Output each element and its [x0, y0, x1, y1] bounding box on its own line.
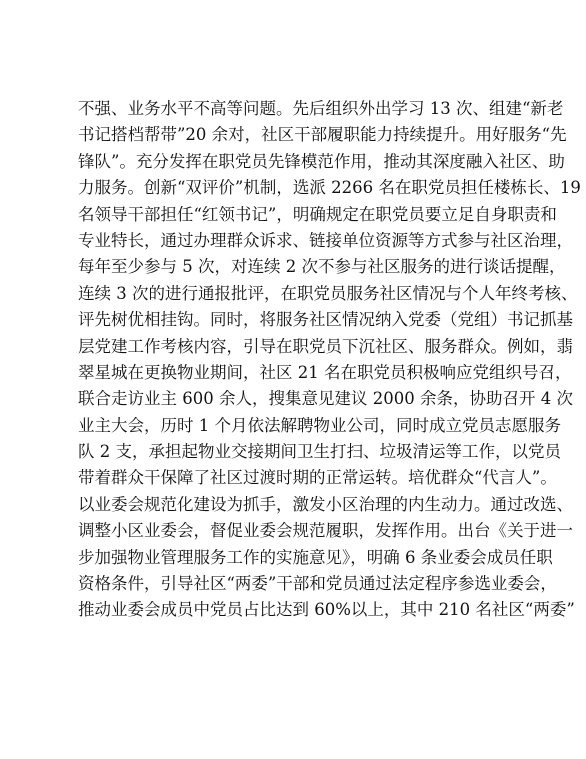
- text-line: 资格条件，引导社区“两委”干部和党员通过法定程序参选业委会，: [78, 574, 557, 594]
- text-line: 翠星城在更换物业期间，社区 21 名在职党员积极响应党组织号召，: [78, 362, 572, 382]
- text-line: 锋队”。充分发挥在职党员先锋模范作用，推动其深度融入社区、助: [78, 151, 565, 171]
- text-line: 步加强物业管理服务工作的实施意见》，明确 6 条业委会成员任职: [78, 547, 553, 567]
- text-line: 带着群众干保障了社区过渡时期的正常运转。培优群众“代言人”。: [78, 468, 557, 488]
- text-line: 力服务。创新“双评价”机制，选派 2266 名在职党员担任楼栋长、19: [78, 178, 581, 198]
- text-line: 连续 3 次的进行通报批评，在职党员服务社区情况与个人年终考核、: [78, 283, 578, 303]
- text-line: 不强、业务水平不高等问题。先后组织外出学习 13 次、组建“新老: [78, 99, 564, 118]
- text-line: 评先树优相挂钩。同时，将服务社区情况纳入党委（党组）书记抓基: [78, 310, 573, 330]
- text-line: 以业委会规范化建设为抓手，激发小区治理的内生动力。通过改选、: [78, 494, 573, 514]
- text-line: 专业特长，通过办理群众诉求、链接单位资源等方式参与社区治理，: [78, 230, 573, 250]
- text-line: 队 2 支，承担起物业交接期间卫生打扫、垃圾清运等工作，以党员: [78, 442, 561, 462]
- text-line: 层党建工作考核内容，引导在职党员下沉社区、服务群众。例如，翡: [78, 336, 573, 356]
- text-line: 推动业委会成员中党员占比达到 60%以上，其中 210 名社区“两委”: [78, 600, 575, 620]
- body-text: [78, 96, 581, 624]
- text-line: 每年至少参与 5 次，对连续 2 次不参与社区服务的进行谈话提醒，: [78, 257, 566, 277]
- text-line: 书记搭档帮带”20 余对，社区干部履职能力持续提升。用好服务“先: [78, 125, 567, 145]
- text-line: 业主大会，历时 1 个月依法解聘物业公司，同时成立党员志愿服务: [78, 415, 561, 435]
- text-line: 联合走访业主 600 余人，搜集意见建议 2000 余条，协助召开 4 次: [78, 389, 573, 409]
- text-line: 调整小区业委会，督促业委会规范履职，发挥作用。出台《关于进一: [78, 521, 573, 541]
- text-line: 名领导干部担任“红领书记”，明确规定在职党员要立足自身职责和: [78, 204, 557, 224]
